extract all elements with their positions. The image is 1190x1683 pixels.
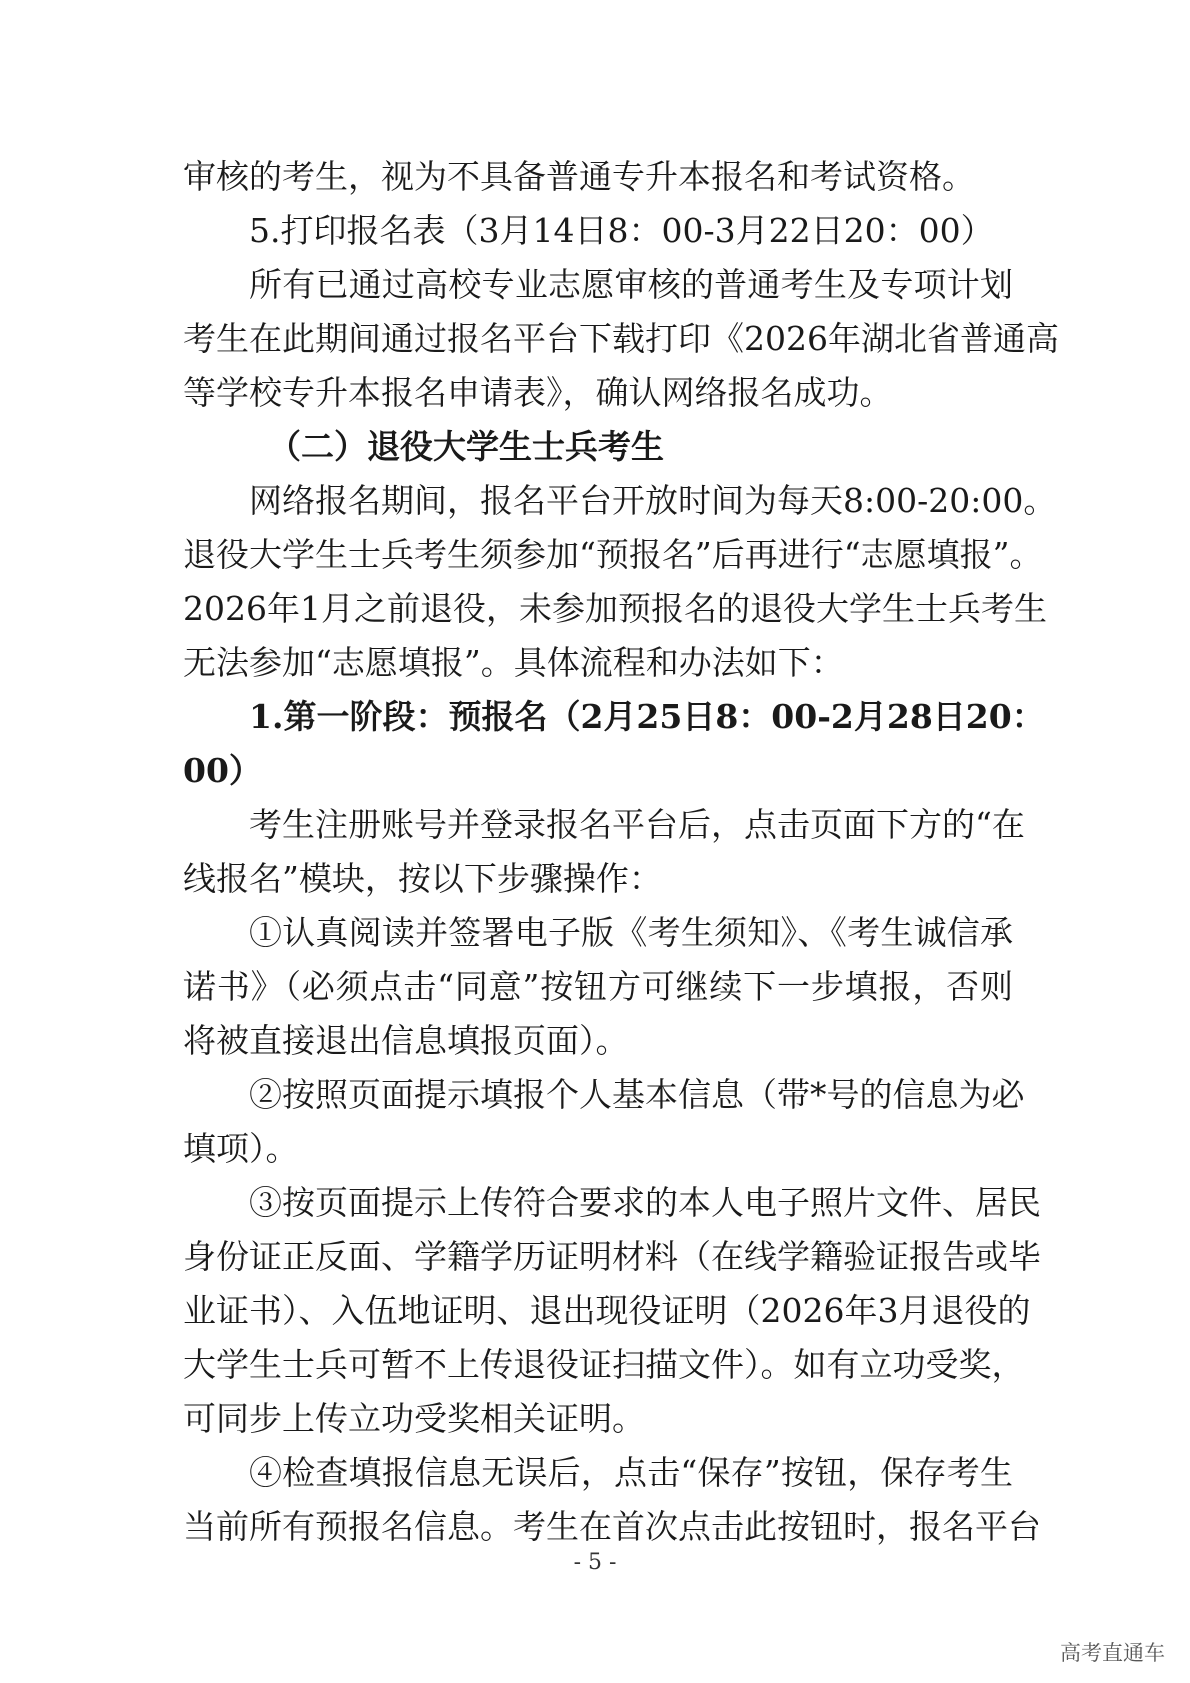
stage-heading: 00） bbox=[183, 751, 262, 790]
step-line: ③按页面提示上传符合要求的本人电子照片文件、居民 bbox=[249, 1183, 1041, 1222]
paragraph-line: 审核的考生，视为不具备普通专升本报名和考试资格。 bbox=[183, 157, 975, 196]
section-heading: （二）退役大学生士兵考生 bbox=[268, 427, 664, 466]
section-item-heading: 5.打印报名表（3月14日8：00-3月22日20：00） bbox=[249, 211, 994, 250]
step-line: 填项）。 bbox=[183, 1129, 299, 1168]
paragraph-line: 退役大学生士兵考生须参加“预报名”后再进行“志愿填报”。 bbox=[183, 535, 1043, 574]
page-number: - 5 - bbox=[573, 1550, 617, 1575]
stage-heading: 1.第一阶段：预报名（2月25日8：00-2月28日20： bbox=[249, 697, 1045, 736]
step-line: 可同步上传立功受奖相关证明。 bbox=[183, 1399, 645, 1438]
step-line: ④检查填报信息无误后，点击“保存”按钮，保存考生 bbox=[249, 1453, 1013, 1492]
step-line: 身份证正反面、学籍学历证明材料（在线学籍验证报告或毕 bbox=[183, 1237, 1041, 1276]
watermark: 高考直通车 bbox=[1060, 1641, 1165, 1665]
step-line: 将被直接退出信息填报页面）。 bbox=[183, 1021, 629, 1060]
step-line: 大学生士兵可暂不上传退役证扫描文件）。如有立功受奖， bbox=[183, 1345, 1025, 1384]
paragraph-line: 所有已通过高校专业志愿审核的普通考生及专项计划 bbox=[249, 265, 1013, 304]
step-line: 业证书）、入伍地证明、退出现役证明（2026年3月退役的 bbox=[183, 1291, 1031, 1330]
paragraph-line: 无法参加“志愿填报”。具体流程和办法如下： bbox=[183, 643, 844, 682]
step-line: 当前所有预报名信息。考生在首次点击此按钮时，报名平台 bbox=[183, 1507, 1041, 1546]
paragraph-line: 考生在此期间通过报名平台下载打印《2026年湖北省普通高 bbox=[183, 319, 1059, 358]
paragraph-line: 线报名”模块，按以下步骤操作： bbox=[183, 859, 662, 898]
paragraph-line: 等学校专升本报名申请表》，确认网络报名成功。 bbox=[183, 373, 893, 412]
step-line: ①认真阅读并签署电子版《考生须知》、《考生诚信承 bbox=[249, 913, 1013, 952]
paragraph-line: 2026年1月之前退役，未参加预报名的退役大学生士兵考生 bbox=[183, 589, 1047, 628]
step-line: 诺书》（必须点击“同意”按钮方可继续下一步填报，否则 bbox=[183, 967, 1013, 1006]
document-body bbox=[183, 150, 1059, 1554]
step-line: ②按照页面提示填报个人基本信息（带*号的信息为必 bbox=[249, 1075, 1025, 1114]
paragraph-line: 考生注册账号并登录报名平台后，点击页面下方的“在 bbox=[249, 805, 1025, 844]
paragraph-line: 网络报名期间，报名平台开放时间为每天8:00-20:00。 bbox=[249, 481, 1057, 520]
